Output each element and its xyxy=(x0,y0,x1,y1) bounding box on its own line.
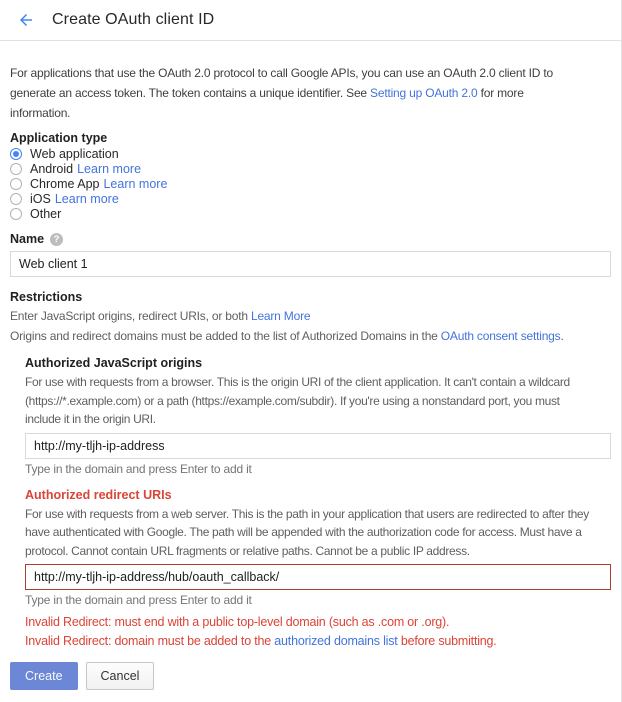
radio-option-label: Web application xyxy=(30,146,119,161)
radio-option-label: Android xyxy=(30,161,74,176)
radio-unselected-icon[interactable] xyxy=(10,178,22,190)
js-origins-description xyxy=(25,373,611,429)
name-input[interactable] xyxy=(10,251,611,277)
js-origins-description-line: (https://*.example.com) or a path (https://example.com/subdir). If you're using a nonstandard port, you must xyxy=(25,393,560,408)
application-type-section xyxy=(10,131,611,221)
radio-option-label: iOS xyxy=(30,191,51,206)
restrictions-line-2-period: . xyxy=(560,329,564,343)
restrictions-line-2 xyxy=(10,328,611,345)
redirect-uris-description-line: protocol. Cannot contain URL fragments or relative paths. Cannot be a public IP address. xyxy=(25,543,470,558)
setting-up-oauth-link[interactable]: Setting up OAuth 2.0 xyxy=(370,86,478,100)
radio-option-chrome-app[interactable] xyxy=(10,176,611,191)
radio-dot xyxy=(13,151,19,157)
intro-line-2-after: for more xyxy=(477,86,524,100)
error-message-domain-text: Invalid Redirect: domain must be added to the xyxy=(25,634,275,648)
back-button[interactable] xyxy=(16,10,36,30)
redirect-uris-description-line: have authenticated with Google. The path will be appended with the authorization code for access. Must have a xyxy=(25,525,582,539)
restrictions-line-1-text: Enter JavaScript origins, redirect URIs, or both xyxy=(10,309,251,323)
restrictions-learn-more-link[interactable]: Learn More xyxy=(250,309,311,323)
redirect-uris-description xyxy=(25,505,611,561)
name-label: Name xyxy=(10,232,45,246)
redirect-uris-helper-text: Type in the domain and press Enter to add it xyxy=(25,593,252,607)
error-messages xyxy=(25,613,611,651)
js-origins-description-line: include it in the origin URI. xyxy=(25,412,156,426)
android-learn-more-link[interactable]: Learn more xyxy=(77,161,142,176)
chrome-app-learn-more-link[interactable]: Learn more xyxy=(103,176,168,191)
intro-line-2-text: generate an access token. The token contains a unique identifier. See xyxy=(10,86,371,100)
js-origins-helper-text: Type in the domain and press Enter to add it xyxy=(25,461,252,476)
oauth-consent-settings-link[interactable]: OAuth consent settings xyxy=(440,329,561,343)
redirect-uris-input[interactable] xyxy=(25,564,611,590)
create-button[interactable]: Create xyxy=(10,662,78,690)
js-origins-description-line: For use with requests from a browser. This is the origin URI of the client application. It can't contain a wildcard xyxy=(25,375,570,389)
radio-option-android[interactable] xyxy=(10,161,611,176)
ios-learn-more-link[interactable]: Learn more xyxy=(54,191,119,206)
page-header xyxy=(0,0,621,41)
intro-paragraph xyxy=(10,63,611,123)
intro-line-1: For applications that use the OAuth 2.0 protocol to call Google APIs, you can use an OAuth 2.0 client ID to xyxy=(10,66,553,80)
redirect-uris-section xyxy=(25,488,611,609)
radio-option-label: Other xyxy=(30,206,62,221)
help-question-icon[interactable]: ? xyxy=(50,233,63,246)
js-origins-section xyxy=(25,356,611,477)
cancel-button[interactable]: Cancel xyxy=(86,662,155,690)
radio-option-ios[interactable] xyxy=(10,191,611,206)
name-label-row xyxy=(10,232,611,247)
radio-option-web-application[interactable] xyxy=(10,146,611,161)
application-type-label: Application type xyxy=(10,131,108,145)
radio-unselected-icon[interactable] xyxy=(10,208,22,220)
restrictions-section xyxy=(10,290,611,345)
restrictions-line-1 xyxy=(10,308,611,325)
radio-option-label: Chrome App xyxy=(30,176,100,191)
redirect-uris-title: Authorized redirect URIs xyxy=(25,487,172,502)
action-buttons xyxy=(10,662,611,690)
error-message-domain xyxy=(25,632,611,651)
arrow-left-icon xyxy=(17,11,35,29)
form-content xyxy=(0,63,621,690)
restrictions-line-2-text: Origins and redirect domains must be added to the list of Authorized Domains in the xyxy=(10,329,441,343)
error-message-tld: Invalid Redirect: must end with a public top-level domain (such as .com or .org). xyxy=(25,615,450,629)
page-title: Create OAuth client ID xyxy=(52,11,215,28)
authorized-domains-list-link[interactable]: authorized domains list xyxy=(274,634,398,648)
radio-unselected-icon[interactable] xyxy=(10,193,22,205)
radio-selected-icon[interactable] xyxy=(10,148,22,160)
intro-line-3: information. xyxy=(10,106,71,120)
js-origins-input[interactable] xyxy=(25,433,611,459)
redirect-uris-description-line: For use with requests from a web server. This is the path in your application that users are redirected to after they xyxy=(25,506,589,521)
intro-line-2 xyxy=(10,83,611,103)
restrictions-title: Restrictions xyxy=(10,290,83,304)
radio-unselected-icon[interactable] xyxy=(10,163,22,175)
name-section xyxy=(10,232,611,277)
js-origins-title: Authorized JavaScript origins xyxy=(25,356,203,370)
error-message-domain-after: before submitting. xyxy=(397,634,497,648)
radio-option-other[interactable] xyxy=(10,206,611,221)
